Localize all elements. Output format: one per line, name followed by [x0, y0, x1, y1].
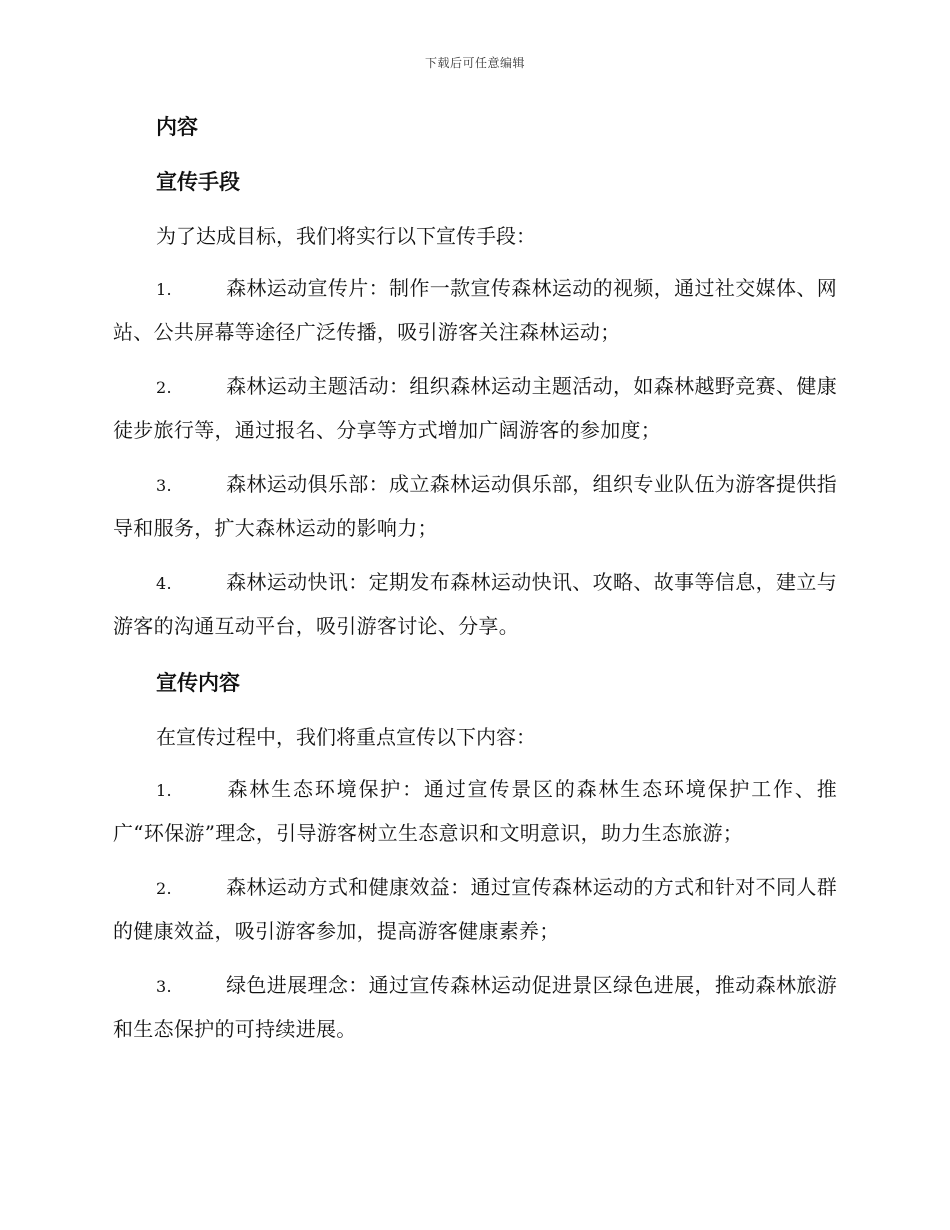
list-item-text: 森林运动宣传片：制作一款宣传森林运动的视频，通过社交媒体、网站、公共屏幕等途径广泛传播，吸引游客关注森林运动；: [113, 276, 837, 344]
list-item-number: 1.: [156, 280, 172, 299]
list-item-number: 3.: [156, 476, 172, 495]
list-item-text: 绿色进展理念：通过宣传森林运动促进景区绿色进展，推动森林旅游和生态保护的可持续进展。: [113, 973, 837, 1041]
list-item-number: 2.: [156, 879, 172, 898]
list-item: [113, 463, 837, 549]
intro-promotion-content: 在宣传过程中，我们将重点宣传以下内容：: [156, 725, 536, 749]
section-title: 内容: [156, 114, 198, 139]
list-item-text: 森林运动方式和健康效益：通过宣传森林运动的方式和针对不同人群的健康效益，吸引游客参加，提高游客健康素养；: [113, 875, 837, 943]
list-item: [113, 866, 837, 952]
heading-promotion-means: 宣传手段: [156, 169, 240, 194]
list-item-text: 森林生态环境保护：通过宣传景区的森林生态环境保护工作、推广“环保游”理念，引导游客树立生态意识和文明意识，助力生态旅游；: [113, 777, 837, 845]
list-item-number: 3.: [156, 977, 172, 996]
intro-promotion-means: 为了达成目标，我们将实行以下宣传手段：: [156, 224, 536, 248]
list-item-text: 森林运动俱乐部：成立森林运动俱乐部，组织专业队伍为游客提供指导和服务，扩大森林运动的影响力；: [113, 472, 837, 540]
list-item: [113, 964, 837, 1050]
list-item-text: 森林运动快讯：定期发布森林运动快讯、攻略、故事等信息，建立与游客的沟通互动平台，吸引游客讨论、分享。: [113, 570, 837, 638]
list-item: [113, 267, 837, 353]
list-item: [113, 768, 837, 854]
list-item: [113, 365, 837, 451]
list-item-number: 1.: [156, 781, 172, 800]
list-item-number: 4.: [156, 574, 172, 593]
heading-promotion-content: 宣传内容: [156, 670, 240, 695]
document-body: [113, 108, 837, 1050]
list-item-number: 2.: [156, 378, 172, 397]
list-item: [113, 561, 837, 647]
header-note: 下载后可任意编辑: [424, 56, 525, 70]
list-item-text: 森林运动主题活动：组织森林运动主题活动，如森林越野竞赛、健康徒步旅行等，通过报名、分享等方式增加广阔游客的参加度；: [113, 374, 837, 442]
